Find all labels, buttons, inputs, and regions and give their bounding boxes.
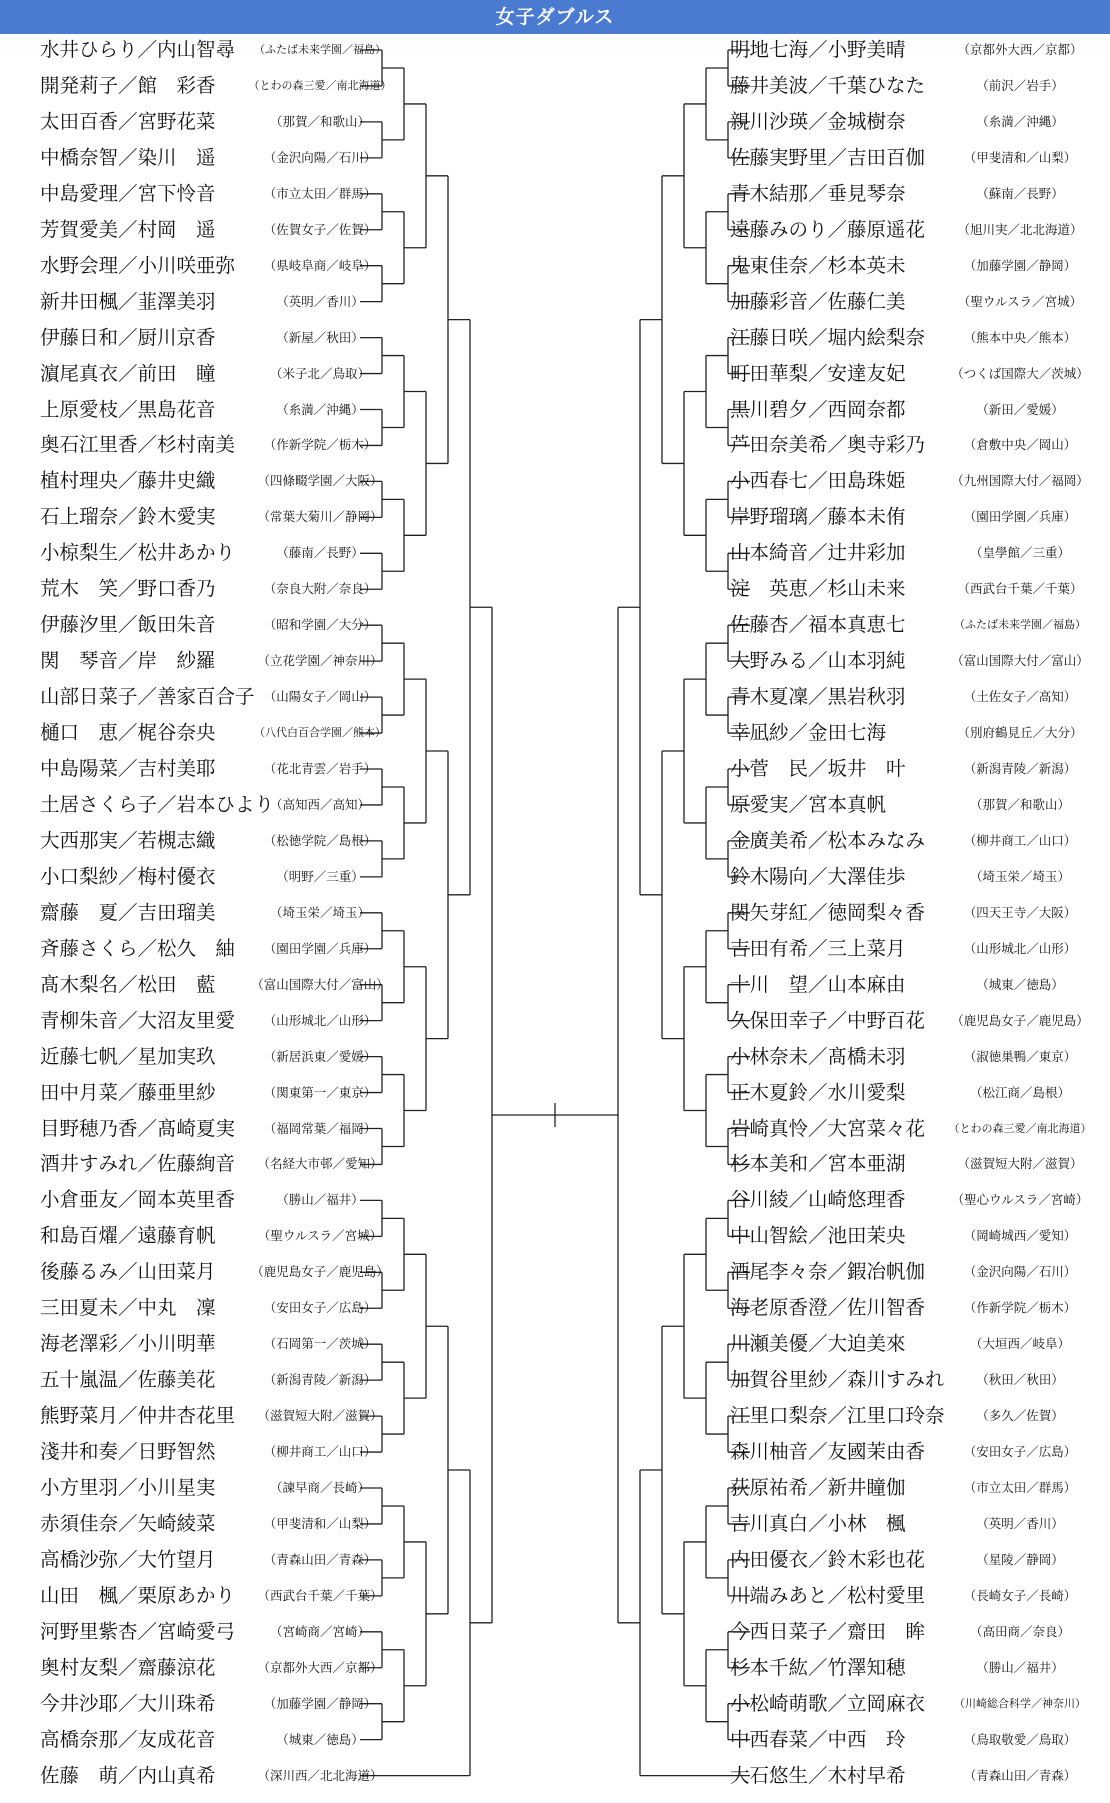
pair-names: 淺井和奏／日野智然 — [40, 1440, 216, 1464]
school-prefecture: （土佐女子／高知） — [963, 689, 1077, 705]
right-entry — [0, 142, 1110, 174]
school-prefecture: （勝山／福井） — [976, 1659, 1064, 1675]
pair-names: 髙木梨名／松田 藍 — [40, 972, 216, 996]
pair-names: 大西那実／若槻志織 — [40, 828, 216, 852]
right-entry — [0, 681, 1110, 713]
right-entry — [0, 717, 1110, 749]
school-prefecture: （前沢／岩手） — [976, 77, 1064, 93]
pair-names: 荒木 笑／野口香乃 — [40, 577, 216, 601]
right-entry — [0, 1364, 1110, 1396]
school-prefecture: （市立太田／群馬） — [263, 185, 377, 201]
school-prefecture: （立花学園／神奈川） — [257, 653, 383, 669]
school-prefecture: （熊本中央／熊本） — [963, 329, 1077, 345]
school-prefecture: （高知西／高知） — [269, 796, 370, 812]
pair-names: 海老澤彩／小川明華 — [40, 1332, 216, 1356]
pair-names: 淀 英恵／杉山未来 — [730, 577, 906, 601]
pair-names: 芳賀愛美／村岡 遥 — [40, 217, 216, 241]
pair-names: 伊藤汐里／飯田朱音 — [40, 613, 216, 637]
school-prefecture: （山形城北／山形） — [963, 940, 1077, 956]
pair-names: 和島百燿／遠藤育帆 — [40, 1224, 216, 1248]
pair-names: 鬼東佳奈／杉本英未 — [730, 253, 906, 277]
right-entry — [0, 501, 1110, 533]
pair-names: 幸凪紗／金田七海 — [730, 721, 887, 745]
pair-names: 山本綺音／辻井彩加 — [730, 541, 906, 565]
school-prefecture: （安田女子／広島） — [963, 1444, 1077, 1460]
pair-names: 大野みる／山本羽純 — [730, 649, 906, 673]
pair-names: 赤須佳奈／矢崎綾菜 — [40, 1511, 216, 1535]
school-prefecture: （加藤学園／静岡） — [263, 1695, 377, 1711]
pair-names: 奥石江里香／杉村南美 — [40, 433, 236, 457]
pair-names: 今西日菜子／齋田 眸 — [730, 1619, 926, 1643]
pair-names: 今井沙耶／大川珠希 — [40, 1691, 216, 1715]
pair-names: 新井田楓／韮澤美羽 — [40, 289, 216, 313]
school-prefecture: （山形城北／山形） — [263, 1012, 377, 1028]
school-prefecture: （安田女子／広島） — [263, 1300, 377, 1316]
school-prefecture: （作新学院／栃木） — [263, 437, 377, 453]
right-entry — [0, 1400, 1110, 1432]
school-prefecture: （奈良大附／奈良） — [263, 581, 377, 597]
school-prefecture: （京都外大西／京都） — [257, 1659, 383, 1675]
pair-names: 三田夏未／中丸 凜 — [40, 1296, 216, 1320]
pair-names: 小松崎萌歌／立岡麻衣 — [730, 1691, 926, 1715]
pair-names: 濵尾真衣／前田 瞳 — [40, 361, 216, 385]
right-entry — [0, 1113, 1110, 1145]
school-prefecture: （新潟青陵／新潟） — [963, 761, 1077, 776]
pair-names: 関 琴音／岸 紗羅 — [40, 649, 216, 673]
pair-names: 藤井美波／千葉ひなた — [730, 73, 926, 97]
pair-names: 金廣美希／松本みなみ — [730, 828, 926, 852]
right-entry — [0, 753, 1110, 785]
pair-names: 海老原香澄／佐川智香 — [730, 1296, 926, 1320]
pair-names: 吉田有希／三上菜月 — [730, 936, 906, 960]
right-entry — [0, 322, 1110, 354]
school-prefecture: （米子北／鳥取） — [269, 365, 370, 381]
school-prefecture: （とわの森三愛／南北海道） — [948, 1121, 1092, 1135]
school-prefecture: （県岐阜商／岐阜） — [263, 257, 377, 273]
school-prefecture: （とわの森三愛／南北海道） — [248, 78, 392, 92]
pair-names: 荻原祐希／新井瞳伽 — [730, 1476, 906, 1499]
right-entry — [0, 1148, 1110, 1180]
right-entry — [0, 1760, 1110, 1792]
pair-names: 吉川真白／小林 楓 — [730, 1511, 906, 1535]
right-entry — [0, 214, 1110, 246]
right-entry — [0, 1041, 1110, 1073]
school-prefecture: （大垣西／岐阜） — [969, 1336, 1070, 1352]
right-entry — [0, 1077, 1110, 1109]
pair-names: 芦田奈美希／奥寺彩乃 — [730, 433, 926, 457]
pair-names: 熊野菜月／仲井杏花里 — [40, 1404, 236, 1428]
pair-names: 小倉亜友／岡本英里香 — [40, 1188, 236, 1212]
pair-names: 齋藤 夏／吉田瑠美 — [40, 900, 216, 924]
pair-names: 五十嵐温／佐藤美花 — [40, 1368, 216, 1392]
pair-names: 親川沙瑛／金城樹奈 — [730, 109, 906, 133]
pair-names: 伊藤日和／厨川京香 — [40, 325, 216, 349]
right-entry — [0, 933, 1110, 965]
right-entry — [0, 70, 1110, 102]
school-prefecture: （四條畷学園／大阪） — [257, 473, 383, 489]
right-entry — [0, 1508, 1110, 1540]
school-prefecture: （宮崎商／宮崎） — [269, 1623, 370, 1639]
pair-names: 森川柚音／友國茉由香 — [730, 1440, 926, 1464]
pair-names: 高橋沙弥／大竹望月 — [40, 1547, 216, 1571]
pair-names: 中島陽菜／吉村美耶 — [40, 757, 216, 780]
pair-names: 田中月菜／藤亜里紗 — [40, 1080, 216, 1104]
right-entry — [0, 1005, 1110, 1037]
right-entry — [0, 861, 1110, 893]
school-prefecture: （埼玉栄／埼玉） — [969, 868, 1070, 884]
school-prefecture: （佐賀女子／佐賀） — [263, 221, 377, 237]
school-prefecture: （金沢向陽／石川） — [263, 149, 377, 165]
pair-names: 黒川碧夕／西岡奈都 — [730, 397, 906, 421]
pair-names: 加藤彩音／佐藤仁美 — [730, 289, 906, 313]
school-prefecture: （那賀／和歌山） — [969, 796, 1070, 812]
school-prefecture: （関東第一／東京） — [263, 1084, 377, 1100]
pair-names: 佐藤 萌／内山真希 — [40, 1763, 216, 1787]
school-prefecture: （ふたば未来学園／福島） — [254, 43, 386, 56]
pair-names: 酒尾李々奈／鍜冶帆伽 — [730, 1260, 926, 1284]
school-prefecture: （青森山田／青森） — [963, 1767, 1077, 1783]
right-entry — [0, 1724, 1110, 1756]
pair-names: 土居さくら子／岩本ひより — [40, 792, 275, 816]
school-prefecture: （岡崎城西／愛知） — [963, 1228, 1077, 1244]
right-entry — [0, 969, 1110, 1001]
school-prefecture: （山陽女子／岡山） — [263, 689, 377, 705]
school-prefecture: （市立太田／群馬） — [963, 1480, 1077, 1495]
school-prefecture: （新潟青陵／新潟） — [263, 1372, 377, 1388]
pair-names: 水井ひらり／内山智尋 — [40, 38, 236, 61]
school-prefecture: （名経大市邨／愛知） — [257, 1156, 383, 1172]
pair-names: 後藤るみ／山田菜月 — [40, 1260, 216, 1284]
pair-names: 江里口梨奈／江里口玲奈 — [730, 1404, 945, 1428]
pair-names: 佐藤杏／福本真恵七 — [730, 613, 906, 637]
school-prefecture: （長崎女子／長崎） — [963, 1587, 1077, 1603]
school-prefecture: （英明／香川） — [276, 293, 364, 309]
school-prefecture: （埼玉栄／埼玉） — [269, 904, 370, 920]
school-prefecture: （西武台千葉／千葉） — [957, 581, 1083, 597]
school-prefecture: （城東／徳島） — [276, 1731, 364, 1747]
right-entry — [0, 34, 1110, 66]
pair-names: 杉本千紘／竹澤知穂 — [730, 1655, 906, 1679]
school-prefecture: （新田／愛媛） — [976, 401, 1064, 417]
school-prefecture: （滋賀短大附／滋賀） — [957, 1156, 1083, 1172]
pair-names: 青木夏凜／黒岩秋羽 — [730, 685, 906, 709]
pair-names: 高橋奈那／友成花音 — [40, 1727, 216, 1751]
school-prefecture: （富山国際大付／富山） — [251, 976, 389, 992]
pair-names: 山田 楓／栗原あかり — [40, 1583, 236, 1607]
pair-names: 青木結那／垂見琴奈 — [730, 181, 906, 205]
pair-names: 原愛実／宮本真帆 — [730, 792, 887, 816]
pair-names: 樋口 恵／梶谷奈央 — [40, 721, 216, 745]
school-prefecture: （昭和学園／大分） — [263, 617, 377, 633]
right-entry — [0, 645, 1110, 677]
pair-names: 山部日菜子／善家百合子 — [40, 685, 255, 709]
pair-names: 大石悠生／木村早希 — [730, 1763, 906, 1787]
school-prefecture: （九州国際大付／福岡） — [951, 473, 1089, 489]
right-entry — [0, 1652, 1110, 1684]
pair-names: 小口梨紗／梅村優衣 — [40, 864, 216, 888]
school-prefecture: （滋賀短大附／滋賀） — [257, 1408, 383, 1424]
right-entry — [0, 573, 1110, 605]
pair-names: 杉本美和／宮本亜湖 — [730, 1152, 906, 1176]
school-prefecture: （聖ウルスラ／宮城） — [257, 1228, 383, 1244]
pair-names: 岩崎真怜／大宮菜々花 — [730, 1116, 926, 1140]
right-entry — [0, 897, 1110, 929]
school-prefecture: （明野／三重） — [276, 868, 364, 884]
pair-names: 明地七海／小野美晴 — [730, 38, 906, 61]
pair-names: 内田優衣／鈴木彩也花 — [730, 1547, 926, 1571]
pair-names: 酒井すみれ／佐藤絢音 — [40, 1152, 236, 1176]
school-prefecture: （城東／徳島） — [976, 976, 1064, 992]
pair-names: 川瀬美優／大迫美來 — [730, 1332, 906, 1356]
school-prefecture: （新屋／秋田） — [276, 329, 364, 345]
school-prefecture: （京都外大西／京都） — [957, 42, 1083, 57]
school-prefecture: （ふたば未来学園／福島） — [954, 618, 1086, 632]
pair-names: 中山智絵／池田茉央 — [730, 1224, 906, 1248]
right-entry — [0, 178, 1110, 210]
right-entry — [0, 1256, 1110, 1288]
school-prefecture: （園田学園／兵庫） — [263, 940, 377, 956]
pair-names: 正木夏鈴／水川愛梨 — [730, 1080, 906, 1104]
pair-names: 植村理央／藤井史織 — [40, 469, 216, 493]
school-prefecture: （柳井商工／山口） — [963, 832, 1077, 848]
school-prefecture: （高田商／奈良） — [969, 1623, 1070, 1639]
school-prefecture: （皇學館／三重） — [969, 545, 1070, 561]
right-entry — [0, 1292, 1110, 1324]
school-prefecture: （倉敷中央／岡山） — [963, 437, 1077, 453]
right-entry — [0, 250, 1110, 282]
school-prefecture: （英明／香川） — [976, 1515, 1064, 1531]
school-prefecture: （蘇南／長野） — [976, 185, 1064, 201]
right-entry — [0, 1472, 1110, 1504]
pair-names: 小西春七／田島珠姫 — [730, 469, 906, 493]
pair-names: 町田華梨／安達友妃 — [730, 361, 906, 385]
school-prefecture: （勝山／福井） — [276, 1192, 364, 1208]
school-prefecture: （柳井商工／山口） — [263, 1444, 377, 1460]
pair-names: 久保田幸子／中野百花 — [730, 1008, 926, 1032]
pair-names: 小方里羽／小川星実 — [40, 1476, 216, 1499]
pair-names: 小椋梨生／松井あかり — [40, 541, 236, 565]
school-prefecture: （糸満／沖縄） — [276, 401, 364, 417]
pair-names: 小菅 民／坂井 叶 — [730, 757, 906, 780]
school-prefecture: （那賀／和歌山） — [269, 113, 370, 129]
school-prefecture: （聖心ウルスラ／宮崎） — [951, 1192, 1089, 1208]
school-prefecture: （淑徳巣鴨／東京） — [963, 1048, 1077, 1064]
school-prefecture: （鳥取敬愛／鳥取） — [963, 1731, 1077, 1747]
right-entry — [0, 1580, 1110, 1612]
pair-names: 青柳朱音／大沼友里愛 — [40, 1008, 236, 1032]
pair-names: 上原愛枝／黒島花音 — [40, 397, 216, 421]
school-prefecture: （諫早商／長崎） — [269, 1480, 370, 1495]
school-prefecture: （松江商／島根） — [969, 1084, 1070, 1100]
pair-names: 小林奈未／髙橋未羽 — [730, 1044, 906, 1068]
pair-names: 中橋奈智／染川 遥 — [40, 145, 216, 169]
school-prefecture: （星陵／静岡） — [976, 1551, 1064, 1567]
school-prefecture: （秋田／秋田） — [976, 1372, 1064, 1388]
school-prefecture: （金沢向陽／石川） — [963, 1264, 1077, 1280]
school-prefecture: （松徳学院／島根） — [263, 832, 377, 848]
pair-names: 奥村友梨／齋藤涼花 — [40, 1655, 216, 1679]
school-prefecture: （加藤学園／静岡） — [963, 257, 1077, 273]
pair-names: 斉藤さくら／松久 紬 — [40, 936, 236, 960]
school-prefecture: （つくば国際大／茨城） — [951, 365, 1089, 381]
pair-names: 近藤七帆／星加実玖 — [40, 1044, 216, 1068]
right-entry — [0, 394, 1110, 426]
school-prefecture: （別府鶴見丘／大分） — [957, 725, 1083, 741]
right-entry — [0, 1544, 1110, 1576]
school-prefecture: （園田学園／兵庫） — [963, 509, 1077, 525]
pair-names: 中島愛理／宮下怜音 — [40, 181, 216, 205]
school-prefecture: （聖ウルスラ／宮城） — [957, 293, 1083, 309]
right-entry — [0, 1688, 1110, 1720]
school-prefecture: （鹿児島女子／鹿児島） — [951, 1012, 1089, 1028]
school-prefecture: （四天王寺／大阪） — [963, 904, 1077, 920]
pair-names: 佐藤実野里／吉田百伽 — [730, 145, 926, 169]
school-prefecture: （石岡第一／茨城） — [263, 1336, 377, 1352]
school-prefecture: （常葉大菊川／静岡） — [257, 509, 383, 525]
right-entry — [0, 825, 1110, 857]
right-entry — [0, 1184, 1110, 1216]
pair-names: 石上瑠奈／鈴木愛実 — [40, 505, 216, 529]
pair-names: 太田百香／宮野花菜 — [40, 109, 216, 133]
pair-names: 江藤日咲／堀内絵梨奈 — [730, 325, 926, 349]
right-entry — [0, 465, 1110, 497]
pair-names: 十川 望／山本麻由 — [730, 972, 906, 996]
pair-names: 遠藤みのり／藤原遥花 — [730, 217, 926, 241]
school-prefecture: （花北青雲／岩手） — [263, 761, 377, 776]
school-prefecture: （深川西／北北海道） — [257, 1767, 383, 1783]
school-prefecture: （作新学院／栃木） — [963, 1300, 1077, 1316]
right-entry — [0, 1220, 1110, 1252]
right-entry — [0, 1328, 1110, 1360]
right-entry — [0, 358, 1110, 390]
school-prefecture: （糸満／沖縄） — [976, 113, 1064, 129]
school-prefecture: （鹿児島女子／鹿児島） — [251, 1264, 389, 1280]
pair-names: 河野里紫杏／宮崎愛弓 — [40, 1619, 236, 1643]
school-prefecture: （甲斐清和／山梨） — [263, 1515, 377, 1531]
right-entry — [0, 537, 1110, 569]
school-prefecture: （多久／佐賀） — [976, 1408, 1064, 1424]
pair-names: 川端みあと／松村愛里 — [730, 1583, 926, 1607]
school-prefecture: （青森山田／青森） — [263, 1551, 377, 1567]
right-entry — [0, 609, 1110, 641]
right-entry — [0, 1436, 1110, 1468]
school-prefecture: （新居浜東／愛媛） — [263, 1048, 377, 1064]
right-entry — [0, 789, 1110, 821]
school-prefecture: （甲斐清和／山梨） — [963, 149, 1077, 165]
pair-names: 岸野瑠璃／藤本未侑 — [730, 505, 906, 529]
right-entry — [0, 429, 1110, 461]
right-entry — [0, 1616, 1110, 1648]
pair-names: 谷川綾／山崎悠理香 — [730, 1188, 906, 1212]
pair-names: 中西春菜／中西 玲 — [730, 1727, 906, 1751]
pair-names: 水野会理／小川咲亜弥 — [40, 253, 236, 277]
pair-names: 関矢芽紅／徳岡梨々香 — [730, 900, 926, 924]
pair-names: 加賀谷里紗／森川すみれ — [730, 1368, 945, 1392]
school-prefecture: （旭川実／北北海道） — [957, 221, 1083, 237]
bracket-title: 女子ダブルス — [0, 0, 1110, 34]
school-prefecture: （福岡常葉／福岡） — [263, 1120, 377, 1136]
school-prefecture: （八代白百合学園／熊本） — [254, 726, 386, 740]
school-prefecture: （川崎総合科学／神奈川） — [954, 1696, 1086, 1710]
pair-names: 開発莉子／館 彩香 — [40, 73, 216, 97]
school-prefecture: （富山国際大付／富山） — [951, 653, 1089, 669]
pair-names: 目野穂乃香／髙崎夏実 — [40, 1116, 236, 1140]
school-prefecture: （藤南／長野） — [276, 545, 364, 561]
school-prefecture: （西武台千葉／千葉） — [257, 1587, 383, 1603]
right-entry — [0, 286, 1110, 318]
right-entry — [0, 106, 1110, 138]
pair-names: 鈴木陽向／大澤佳歩 — [730, 864, 906, 888]
